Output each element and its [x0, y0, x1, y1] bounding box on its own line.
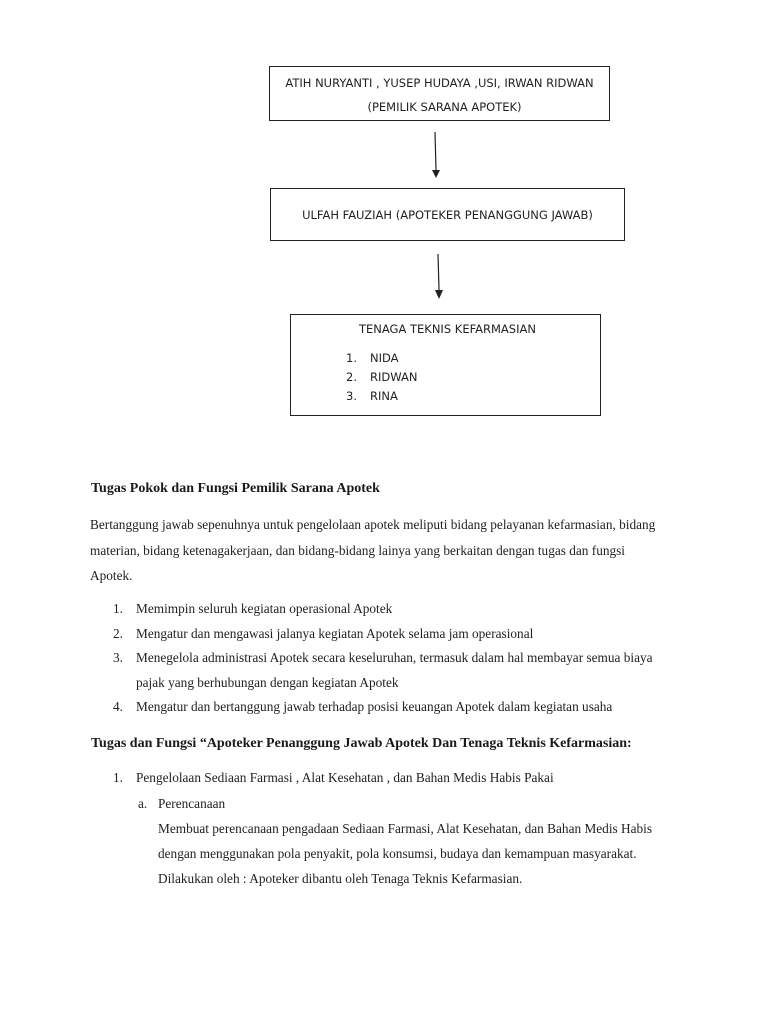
ttk-title: TENAGA TEKNIS KEFARMASIAN [359, 322, 536, 336]
list-number: 1. [113, 601, 123, 616]
ttk-member: 1. NIDA [346, 351, 399, 365]
list-item: Menegelola administrasi Apotek secara keseluruhan, termasuk dalam hal membayar semua biaya [136, 650, 653, 665]
owner-box [269, 66, 610, 121]
list-number: 2. [113, 626, 123, 641]
section1-para-line: materian, bidang ketenagakerjaan, dan bidang-bidang lainya yang berkaitan dengan tugas dan fungsi [90, 543, 626, 558]
sub-list-label: a. [138, 796, 148, 811]
sub-list-text: Membuat perencanaan pengadaan Sediaan Farmasi, Alat Kesehatan, dan Bahan Medis Habis [158, 821, 653, 836]
section1-para-line: Apotek. [90, 568, 133, 583]
list-item-continuation: pajak yang berhubungan dengan kegiatan Apotek [136, 675, 399, 690]
ttk-member: 2. RIDWAN [346, 370, 418, 384]
list-item: Mengatur dan mengawasi jalanya kegiatan Apotek selama jam operasional [136, 626, 534, 641]
arrow-owner-to-apoteker [430, 130, 442, 180]
list-number: 1. [113, 770, 123, 785]
section1-para-line: Bertanggung jawab sepenuhnya untuk pengelolaan apotek meliputi bidang pelayanan kefarmasian, bidang [90, 517, 656, 532]
ttk-member-list [346, 349, 417, 406]
list-item: Pengelolaan Sediaan Farmasi , Alat Kesehatan , dan Bahan Medis Habis Pakai [136, 770, 554, 785]
owner-role: (PEMILIK SARANA APOTEK) [367, 100, 522, 114]
sub-list-title: Perencanaan [158, 796, 226, 811]
apoteker-box [270, 188, 625, 241]
list-item: Mengatur dan bertanggung jawab terhadap posisi keuangan Apotek dalam kegiatan usaha [136, 699, 613, 714]
section1-heading: Tugas Pokok dan Fungsi Pemilik Sarana Apotek [91, 481, 380, 496]
list-number: 3. [113, 650, 123, 665]
apoteker-name: ULFAH FAUZIAH (APOTEKER PENANGGUNG JAWAB) [302, 208, 593, 222]
ttk-member: 3. RINA [346, 389, 398, 403]
sub-list-text: dengan menggunakan pola penyakit, pola konsumsi, budaya dan kemampuan masyarakat. [158, 846, 637, 861]
list-number: 4. [113, 699, 123, 714]
owner-names: ATIH NURYANTI , YUSEP HUDAYA ,USI, IRWAN RIDWAN [285, 76, 594, 90]
section2-heading: Tugas dan Fungsi “Apoteker Penanggung Jawab Apotek Dan Tenaga Teknis Kefarmasian: [91, 736, 632, 751]
ttk-box [290, 314, 601, 416]
sub-list-text: Dilakukan oleh : Apoteker dibantu oleh Tenaga Teknis Kefarmasian. [158, 871, 523, 886]
list-item: Memimpin seluruh kegiatan operasional Apotek [136, 601, 393, 616]
arrow-apoteker-to-ttk [433, 252, 445, 302]
